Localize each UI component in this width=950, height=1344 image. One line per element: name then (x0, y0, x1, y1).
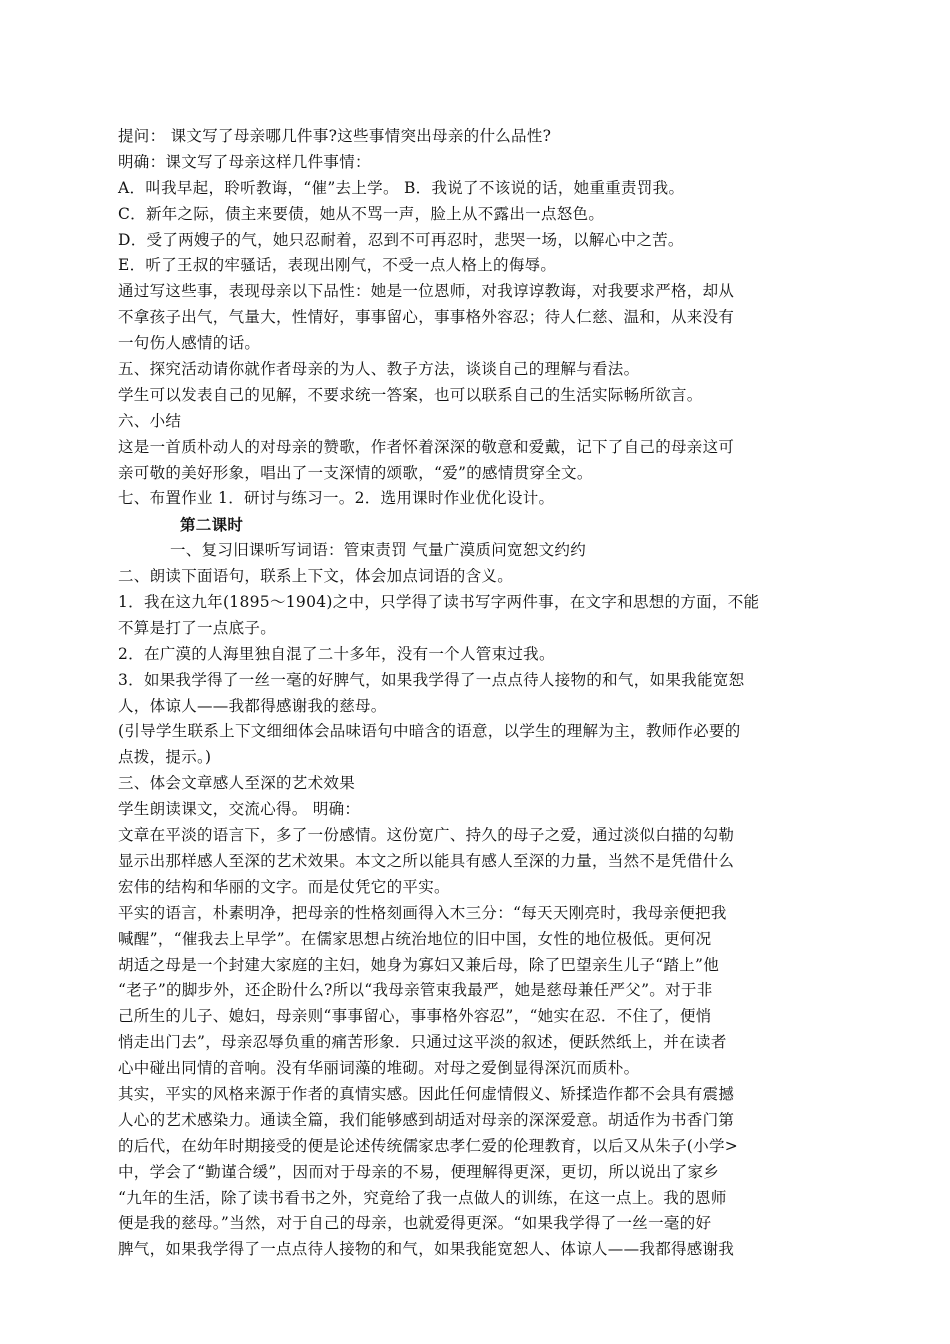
text-line: 胡适之母是一个封建大家庭的主妇，她身为寡妇又兼后母，除了巴望亲生儿子“踏上”他 (118, 955, 720, 974)
text-line: “九年的生活，除了读书看书之外，究竟给了我一点做人的训练，在这一点上。我的恩师 (118, 1188, 727, 1207)
text-line: 人，体谅人——我都得感谢我的慈母。 (118, 696, 387, 715)
text-line: 亲可敬的美好形象，唱出了一支深情的颂歌，“爱”的感情贯穿全文。 (118, 463, 593, 482)
text-line: 提问： 课文写了母亲哪几件事?这些事情突出母亲的什么品性? (118, 127, 552, 145)
section-heading: 一、复习旧课听写词语：管束责罚 气量广漠质问宽恕文约约 (170, 541, 587, 560)
text-line: 学生可以发表自己的见解，不要求统一答案，也可以联系自己的生活实际畅所欲言。 (118, 385, 703, 404)
text-line: 悄走出门去”，母亲忍辱负重的痛苦形象．只通过这平淡的叙述，便跃然纸上，并在读者 (118, 1033, 727, 1052)
text-line: 通过写这些事，表现母亲以下品性：她是一位恩师，对我谆谆教诲，对我要求严格，却从 (118, 282, 735, 301)
text-line: 1．我在这九年(1895～1904)之中，只学得了读书写字两件事，在文字和思想的方面，不能 (118, 593, 760, 612)
section-heading: 五、探究活动请你就作者母亲的为人、教子方法，谈谈自己的理解与看法。 (118, 360, 640, 379)
text-line: 点拨，提示。) (118, 748, 212, 767)
text-line: (引导学生联系上下文细细体会品味语句中暗含的语意，以学生的理解为主，教师作必要的 (118, 722, 741, 741)
text-line: 喊醒”，“催我去上早学”。在儒家思想占统治地位的旧中国，女性的地位极低。更何况 (118, 929, 712, 948)
text-line: 人心的艺术感染力。通读全篇，我们能够感到胡适对母亲的深深爱意。胡适作为书香门第 (118, 1110, 735, 1129)
section-heading: 七、布置作业 1．研讨与练习一。2．选用课时作业优化设计。 (118, 489, 555, 508)
text-line: 文章在平淡的语言下，多了一份感情。这份宽广、持久的母子之爱，通过淡似白描的勾勒 (118, 826, 735, 845)
text-line: 不算是打了一点底子。 (118, 618, 277, 637)
text-line: 心中碰出同情的音响。没有华丽词藻的堆砌。对母之爱倒显得深沉而质朴。 (118, 1059, 640, 1078)
text-line: C．新年之际，债主来要债，她从不骂一声，脸上从不露出一点怒色。 (118, 204, 605, 223)
text-line: 明确：课文写了母亲这样几件事情： (118, 152, 371, 171)
text-line: E．听了王叔的牢骚话，表现出刚气，不受一点人格上的侮辱。 (118, 256, 557, 275)
text-line: 显示出那样感人至深的艺术效果。本文之所以能具有感人至深的力量，当然不是凭借什么 (118, 851, 735, 870)
text-line: 中，学会了“勤谨合缓”，因而对于母亲的不易，便理解得更深，更切，所以说出了家乡 (118, 1162, 720, 1181)
text-line: 己所生的儿子、媳妇，母亲则“事事留心，事事格外容忍”，“她实在忍．不住了，便悄 (118, 1007, 712, 1026)
text-line: 宏伟的结构和华丽的文字。而是仗凭它的平实。 (118, 877, 450, 896)
text-line: 3．如果我学得了一丝一毫的好脾气，如果我学得了一点点待人接物的和气，如果我能宽恕 (118, 670, 745, 689)
lesson-title: 第二课时 (180, 515, 244, 535)
text-line: 这是一首质朴动人的对母亲的赞歌，作者怀着深深的敬意和爱戴，记下了自己的母亲这可 (118, 437, 735, 456)
text-line: 其实，平实的风格来源于作者的真情实感。因此任何虚情假义、矫揉造作都不会具有震撼 (118, 1084, 735, 1103)
document-body (118, 124, 818, 1263)
section-heading: 六、小结 (118, 411, 182, 430)
text-line: D．受了两嫂子的气，她只忍耐着，忍到不可再忍时，悲哭一场，以解心中之苦。 (118, 230, 684, 249)
text-line: 不拿孩子出气，气量大，性情好，事事留心，事事格外容忍；待人仁慈、温和，从来没有 (118, 308, 735, 327)
text-line: “老子”的脚步外，还企盼什么?所以“我母亲管束我最严，她是慈母兼任严父”。对于非 (118, 981, 713, 1000)
section-heading: 三、体会文章感人至深的艺术效果 (118, 774, 356, 793)
text-line: 的后代，在幼年时期接受的便是论述传统儒家忠孝仁爱的伦理教育，以后又从朱子(小学> (118, 1136, 739, 1155)
text-line: 平实的语言，朴素明净，把母亲的性格刻画得入木三分：“每天天刚亮时，我母亲便把我 (118, 903, 727, 922)
text-line: 学生朗读课文，交流心得。 明确： (118, 800, 361, 819)
text-line: 脾气，如果我学得了一点点待人接物的和气，如果我能宽恕人、体谅人——我都得感谢我 (118, 1240, 735, 1259)
text-line: 2．在广漠的人海里独自混了二十多年，没有一个人管束过我。 (118, 644, 555, 663)
text-line: A．叫我早起，聆听教诲，“催”去上学。 B．我说了不该说的话，她重重责罚我。 (118, 178, 685, 197)
text-line: 一句伤人感情的话。 (118, 334, 261, 353)
text-line: 便是我的慈母。”当然，对于自己的母亲，也就爱得更深。“如果我学得了一丝一毫的好 (118, 1214, 712, 1233)
section-heading: 二、朗读下面语句，联系上下文，体会加点词语的含义。 (118, 567, 514, 586)
